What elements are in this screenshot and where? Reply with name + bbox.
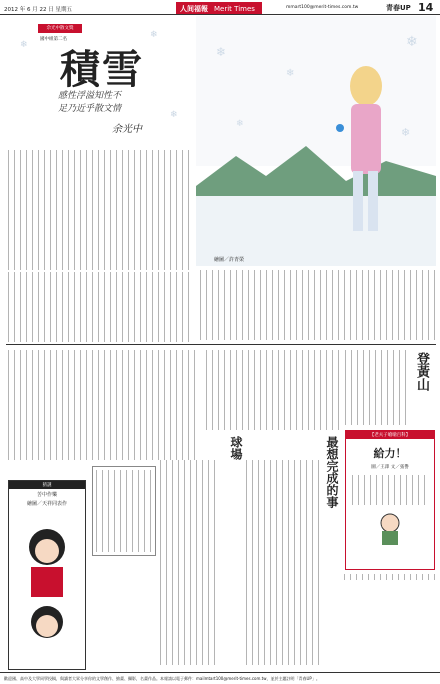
- section-name: 青春UP: [386, 4, 411, 12]
- page-number: 14: [418, 1, 434, 14]
- article-text-block: [246, 460, 324, 665]
- svg-text:❄: ❄: [401, 126, 411, 139]
- newspaper-logo: [176, 2, 262, 14]
- comic-credit: 繪圖／天祥同表作: [26, 501, 67, 507]
- panel-credit: 圖／王澤 文／張譽: [371, 465, 409, 470]
- winter-illustration: [196, 16, 436, 266]
- regret-article-title: 最想完成的事: [325, 436, 339, 508]
- court-article-title: 球場: [229, 436, 243, 460]
- award-category: 國中組第二名: [40, 37, 67, 42]
- article-text-block: [200, 270, 436, 340]
- contact-email: mmart100@merit-times.com.tw: [286, 5, 359, 10]
- calligraphy-line-2: 足乃近乎散文情: [58, 104, 122, 114]
- article-text-block: [206, 350, 341, 430]
- comic-title: 苦中作樂: [36, 492, 57, 498]
- svg-text:❄: ❄: [406, 34, 418, 50]
- article-text-block: [8, 150, 194, 270]
- panel-title: 給力！: [373, 447, 407, 460]
- cartoon-figure: [346, 509, 434, 549]
- calligraphy-quote: [58, 90, 121, 116]
- panel-body-text: [344, 574, 436, 580]
- page-header: [0, 0, 440, 15]
- illustration-credit: 繪圖／許青榮: [214, 257, 245, 263]
- article-text-block: [8, 272, 194, 342]
- panel-text: [352, 475, 428, 505]
- page-footer: 歡迎國、高中及大學同學投稿，與讀者大眾分享你的文學創作、繪畫、攝影，名畫作品。本報請以電子郵件：mailmtart100@merit-times.com.tw，並於主題註明「青春UP」。: [0, 672, 440, 684]
- snowflake-icon: ❄: [20, 40, 28, 50]
- comic-strip: [8, 480, 86, 670]
- calligraphy-signature: 余光中: [112, 124, 142, 135]
- svg-text:❄: ❄: [236, 119, 244, 129]
- panel-header: 【老夫子嗆嗆百科】: [346, 431, 434, 439]
- mountain-article-title: 登黃山: [414, 352, 429, 391]
- logo-english: Merit Times: [214, 5, 255, 13]
- comic-drawing: [9, 507, 85, 657]
- svg-text:❄: ❄: [286, 68, 295, 79]
- article-text-block: [8, 350, 198, 460]
- comic-header: 猜謎: [9, 481, 85, 489]
- logo-chinese: 人间福報: [180, 5, 208, 13]
- snowflake-icon: ❄: [170, 110, 178, 120]
- girl-in-snow-drawing: [196, 16, 436, 266]
- issue-date: 2012 年 6 月 22 日 星期五: [4, 7, 72, 13]
- poem-text: [96, 470, 152, 552]
- article-text-block: [345, 350, 407, 425]
- article-text-block: [160, 460, 220, 665]
- calligraphy-line-1: 感性浮溢知性不: [58, 91, 122, 101]
- feature-title: 積雪: [60, 46, 144, 93]
- svg-text:❄: ❄: [216, 45, 227, 59]
- section-divider: [6, 344, 436, 345]
- encyclopedia-panel: [345, 430, 435, 570]
- award-badge: 佘光中散文獎: [38, 24, 82, 33]
- snowflake-icon: ❄: [150, 30, 158, 40]
